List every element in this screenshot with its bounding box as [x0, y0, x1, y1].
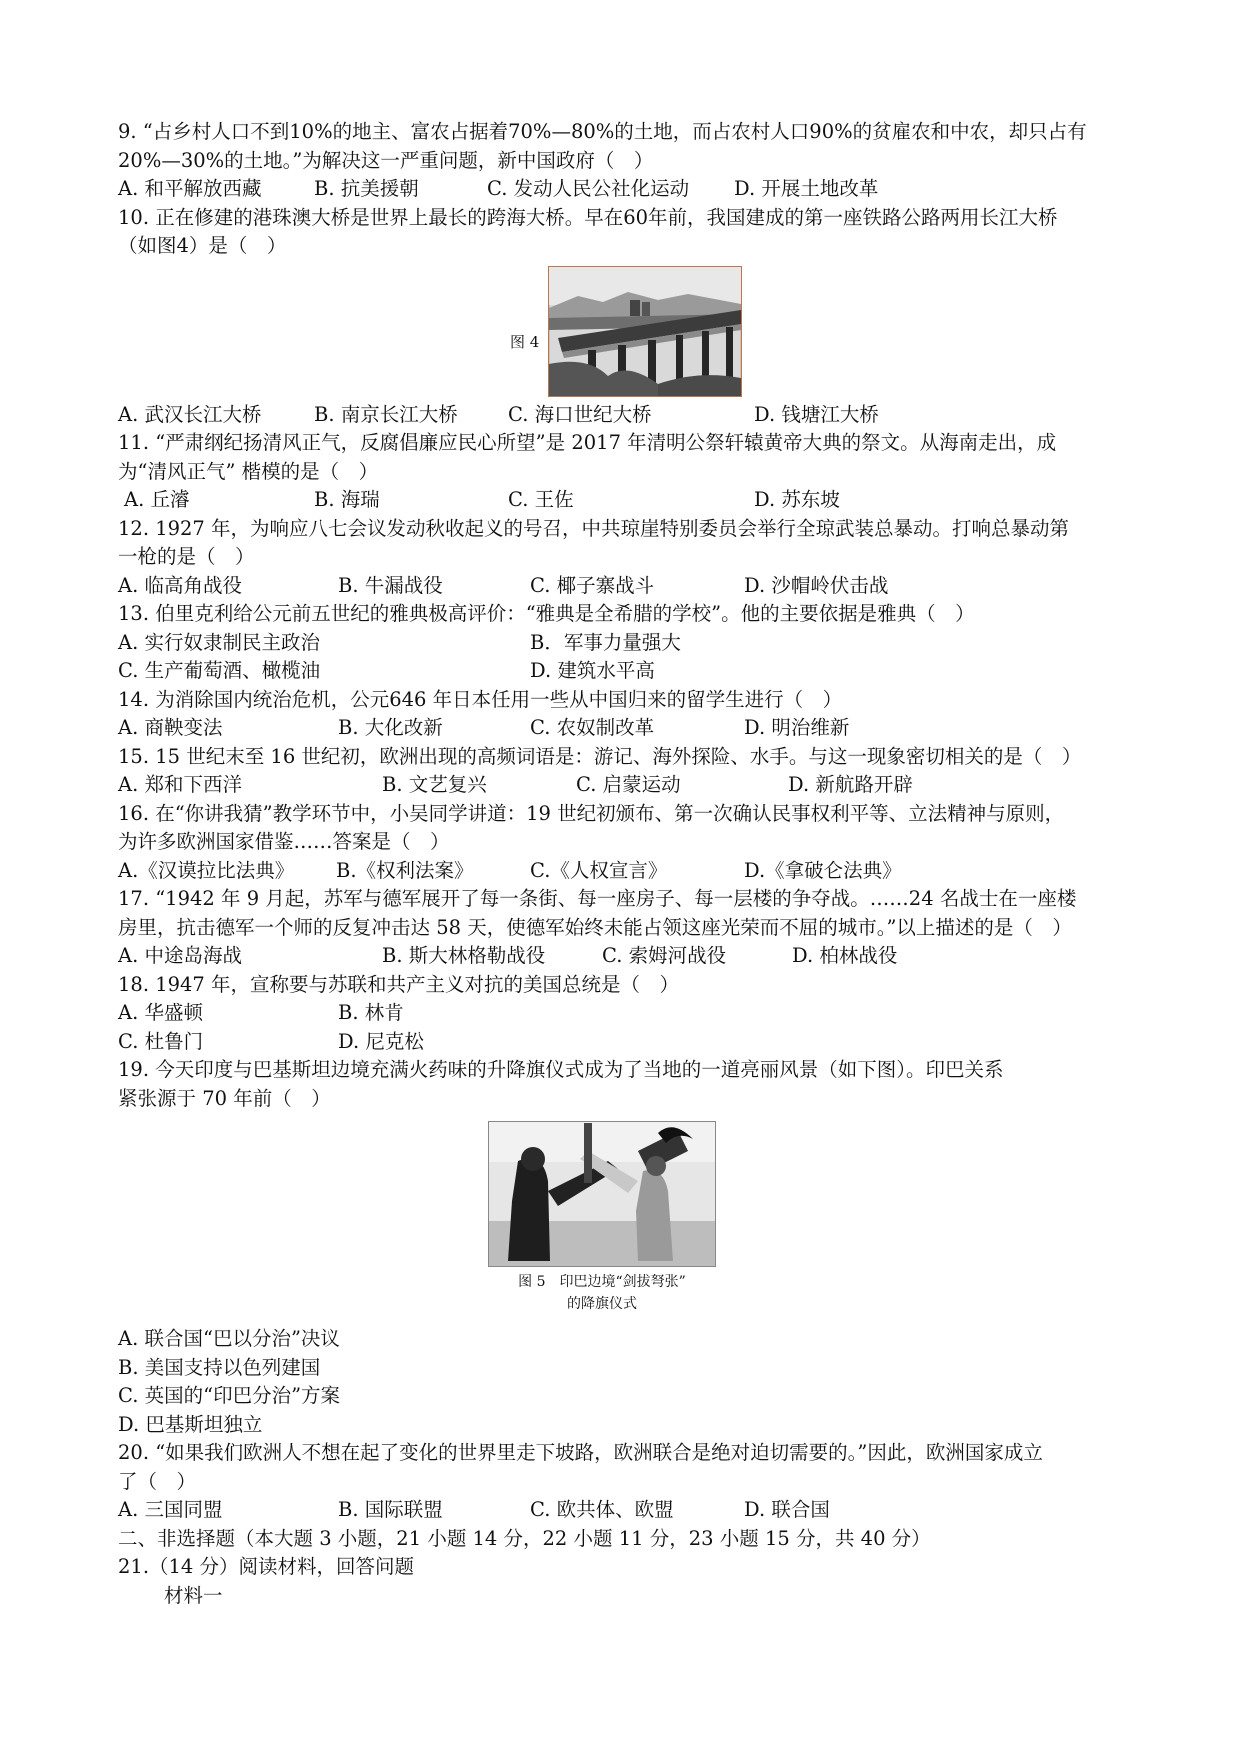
option-c: C. 杜鲁门: [118, 1029, 204, 1053]
option-a: A. 联合国“巴以分治”决议: [118, 1327, 340, 1350]
option-c: C. 发动人民公社化运动: [487, 177, 690, 200]
question-stem: （如图4）是（ ）: [118, 234, 287, 257]
option-c: C. 农奴制改革: [530, 716, 655, 739]
options-row: [118, 657, 1128, 686]
figure-caption: [488, 1271, 716, 1315]
question-13: [118, 600, 1128, 686]
question-stem: 13. 伯里克利给公元前五世纪的雅典极高评价：“雅典是全希腊的学校”。他的主要依据是雅典（ ）: [118, 602, 975, 625]
option-c: C. 启蒙运动: [576, 773, 681, 796]
question-15: [118, 743, 1128, 800]
option-b: B. 国际联盟: [338, 1498, 443, 1521]
options-row: [118, 999, 1128, 1028]
option-c: C. 椰子寨战斗: [530, 573, 655, 597]
option-d: D. 沙帽岭伏击战: [744, 573, 889, 597]
option-b: B. 林肯: [338, 1001, 404, 1024]
options-row: [118, 942, 1128, 971]
option-b: B．军事力量强大: [530, 630, 681, 654]
options-row: [118, 1496, 1128, 1525]
question-stem: 16. 在“你讲我猜”教学环节中，小吴同学讲道：19 世纪初颁布、第一次确认民事权利平等、立法精神与原则，: [118, 801, 1065, 825]
options-row: [118, 629, 1128, 658]
options-row: [118, 401, 1128, 430]
option-c: C. 海口世纪大桥: [508, 402, 652, 426]
flag-ceremony-photo: [488, 1121, 716, 1267]
option-d: D. 明治维新: [744, 716, 850, 739]
question-18: [118, 971, 1128, 1057]
option-a: A. 丘濬: [124, 488, 190, 511]
option-a: A. 临高角战役: [118, 573, 242, 597]
option-d: D. 柏林战役: [792, 944, 898, 967]
question-stem: 9. “占乡村人口不到10%的地主、富农占据着70%—80%的土地，而占农村人口90%的贫雇农和中农，却只占有: [118, 120, 1087, 143]
question-stem: 10. 正在修建的港珠澳大桥是世界上最长的跨海大桥。早在60年前，我国建成的第一座铁路公路两用长江大桥: [118, 205, 1058, 229]
option-b: B. 斯大林格勒战役: [382, 944, 546, 967]
question-stem: 房里，抗击德军一个师的反复冲击达 58 天，使德军始终未能占领这座光荣而不屈的城市。”以上描述的是（ ）: [118, 915, 1072, 939]
question-stem: 12. 1927 年，为响应八七会议发动秋收起义的号召，中共琼崖特别委员会举行全琼武装总暴动。打响总暴动第: [118, 516, 1070, 540]
option-a: A. 商鞅变法: [118, 716, 223, 739]
question-stem: 14. 为消除国内统治危机，公元646 年日本任用一些从中国归来的留学生进行（ ）: [118, 687, 843, 711]
question-9: [118, 118, 1128, 204]
options-row: [118, 714, 1128, 743]
option-b: B. 美国支持以色列建国: [118, 1355, 321, 1379]
question-16: [118, 800, 1128, 886]
exam-page: [118, 118, 1128, 1610]
option-d: D. 钱塘江大桥: [754, 402, 879, 426]
option-a: A. 郑和下西洋: [118, 773, 242, 796]
option-b: B. 大化改新: [338, 716, 443, 739]
option-c: C. 王佐: [508, 488, 574, 511]
option-b: B.《权利法案》: [336, 858, 474, 882]
option-d: D. 苏东坡: [754, 488, 840, 511]
option-c: C. 索姆河战役: [602, 944, 727, 967]
question-20: [118, 1439, 1128, 1525]
question-stem: 为“清风正气” 楷模的是（ ）: [118, 459, 379, 483]
options-row: [118, 857, 1128, 886]
options-row: [118, 572, 1128, 601]
option-b: B. 南京长江大桥: [314, 402, 458, 426]
question-stem: 20%—30%的土地。”为解决这一严重问题，新中国政府（ ）: [118, 148, 654, 172]
figure-5: [118, 1113, 1128, 1325]
option-a: A. 中途岛海战: [118, 944, 242, 967]
question-17: [118, 885, 1128, 971]
option-d: D. 建筑水平高: [530, 659, 655, 682]
option-a: A.《汉谟拉比法典》: [118, 858, 295, 882]
option-d: D. 巴基斯坦独立: [118, 1412, 263, 1436]
caption-line: 的降旗仪式: [567, 1296, 637, 1312]
option-a: A. 三国同盟: [118, 1498, 223, 1521]
option-b: B. 抗美援朝: [314, 177, 419, 200]
section-heading: 二、非选择题（本大题 3 小题，21 小题 14 分，22 小题 11 分，23 小题 15 分，共 40 分）: [118, 1526, 931, 1550]
option-b: B. 文艺复兴: [382, 773, 487, 796]
question-stem: 紧张源于 70 年前（ ）: [118, 1086, 331, 1110]
option-d: D. 尼克松: [338, 1029, 424, 1053]
question-21: 21.（14 分）阅读材料，回答问题: [118, 1555, 415, 1578]
question-stem: 19. 今天印度与巴基斯坦边境充满火药味的升降旗仪式成为了当地的一道亮丽风景（如下图）。印巴关系: [118, 1058, 1004, 1081]
question-stem: 15. 15 世纪末至 16 世纪初，欧洲出现的高频词语是：游记、海外探险、水手。与这一现象密切相关的是（ ）: [118, 744, 1082, 768]
option-d: D. 联合国: [744, 1498, 830, 1521]
question-10: [118, 204, 1128, 430]
option-d: D. 开展土地改革: [734, 177, 879, 200]
option-c: C. 生产葡萄酒、橄榄油: [118, 659, 321, 682]
question-stem: 18. 1947 年，宣称要与苏联和共产主义对抗的美国总统是（ ）: [118, 972, 680, 996]
option-b: B. 海瑞: [314, 488, 380, 511]
option-c: C. 英国的“印巴分治”方案: [118, 1384, 341, 1407]
option-a: A. 华盛顿: [118, 1001, 203, 1024]
option-a: A. 和平解放西藏: [118, 177, 262, 200]
figure-label: 图 4: [510, 332, 540, 351]
question-19: [118, 1056, 1128, 1439]
options-row: [118, 1028, 1128, 1057]
option-b: B. 牛漏战役: [338, 573, 443, 597]
option-c: C.《人权宣言》: [530, 858, 668, 882]
options-row: [118, 771, 1128, 800]
option-d: D. 新航路开辟: [788, 773, 913, 796]
question-14: [118, 686, 1128, 743]
option-a: A. 武汉长江大桥: [118, 402, 262, 426]
option-a: A. 实行奴隶制民主政治: [118, 630, 320, 654]
question-stem: 了（ ）: [118, 1469, 197, 1493]
question-11: [118, 429, 1128, 515]
figure-4: [118, 261, 1128, 401]
question-stem: 为许多欧洲国家借鉴……答案是（ ）: [118, 830, 450, 853]
options-row: [118, 486, 1128, 515]
question-stem: 17. “1942 年 9 月起，苏军与德军展开了每一条街、每一座房子、每一层楼的争夺战。……24 名战士在一座楼: [118, 887, 1077, 910]
options-row: [118, 175, 1128, 204]
option-d: D.《拿破仑法典》: [744, 858, 902, 882]
section-2: [118, 1525, 1128, 1611]
question-stem: 11. “严肃纲纪扬清风正气，反腐倡廉应民心所望”是 2017 年清明公祭轩辕黄帝大典的祭文。从海南走出，成: [118, 431, 1057, 454]
caption-line: 图 5 印巴边境“剑拔弩张”: [518, 1274, 686, 1290]
question-stem: 一枪的是（ ）: [118, 545, 255, 568]
material-label: 材料一: [164, 1583, 223, 1607]
bridge-photo: [548, 266, 742, 397]
question-stem: 20. “如果我们欧洲人不想在起了变化的世界里走下坡路，欧洲联合是绝对迫切需要的。”因此，欧洲国家成立: [118, 1441, 1043, 1464]
question-12: [118, 515, 1128, 601]
option-c: C. 欧共体、欧盟: [530, 1498, 674, 1521]
